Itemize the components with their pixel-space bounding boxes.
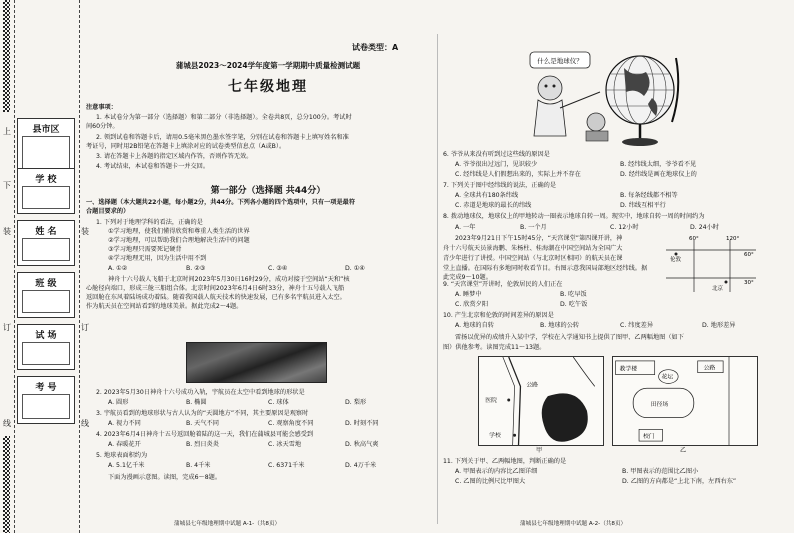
binding-mark: 装 bbox=[3, 227, 11, 236]
option: C. 6371千米 bbox=[268, 462, 305, 469]
note-line: 间60分钟。 bbox=[86, 123, 119, 130]
note-line: 3. 请在答题卡上各题的指定区域内作答，否则作答无效。 bbox=[96, 153, 253, 160]
option: D. 4万千米 bbox=[345, 462, 377, 469]
question-item: ④学习地理无用，因为生活中用不到 bbox=[108, 255, 207, 262]
option: A. ①② bbox=[108, 265, 128, 272]
binding-mark: 订 bbox=[81, 323, 89, 332]
page-footer-left: 蒲城县七年级地理期中试题 A-1-（共8页） bbox=[174, 521, 281, 527]
option: D. 乙图的方向都是“上北下南，左西右东” bbox=[622, 478, 737, 485]
passage-line: 返回舱在东风着陆场成功着陆。随着我国载人航天技术的快速发展，已有多名宇航员进入太空。 bbox=[86, 294, 346, 301]
column-divider bbox=[437, 34, 438, 524]
question-stem: 2. 2023年5月30日神舟十六号成功入轨，宇航员在太空中看到地球的形状是 bbox=[96, 389, 305, 396]
notes-heading: 注意事项： bbox=[86, 104, 117, 111]
registration-pattern-top bbox=[3, 0, 10, 112]
note-line: 4. 考试结束，本试卷和答题卡一并交回。 bbox=[96, 163, 210, 170]
question-stem: 7. 下列关于图中经纬线的说法，正确的是 bbox=[443, 182, 557, 189]
option: C. 赤道是地球的最长的纬线 bbox=[455, 202, 532, 209]
option: B. 一个月 bbox=[520, 224, 547, 231]
passage-line: 2023年9月21日下午15时45分，“天宫课堂”第四课开讲，神 bbox=[455, 235, 623, 242]
note-line: 考证号，同时用2B铅笔在答题卡上填涂对应的试卷类型信息点（A或B）。 bbox=[86, 143, 286, 150]
binding-mark: 线 bbox=[3, 419, 11, 428]
binding-mark: 装 bbox=[81, 227, 89, 236]
question-stem: 10. 产生北京和伦敦的时间差异的原因是 bbox=[443, 312, 554, 319]
map-jia bbox=[478, 356, 604, 446]
option: D. ①④ bbox=[345, 265, 365, 272]
option: B. 烈日炎炎 bbox=[186, 441, 219, 448]
option: D. 地形差异 bbox=[702, 322, 736, 329]
part1-instructions: 一、选择题（本大题共22小题，每小题2分，共44分。下列各小题的四个选项中，只有一项是最符 bbox=[86, 199, 356, 206]
passage-line: 图）供他参考。读图完成11～13题。 bbox=[443, 344, 546, 351]
option: D. 时刻不同 bbox=[345, 420, 379, 427]
exam-title: 蒲城县2023～2024学年度第一学期期中质量检测试题 bbox=[175, 61, 361, 70]
option: C. 纬度差异 bbox=[620, 322, 654, 329]
question-item: ②学习地理，可以帮助我们合理地解决生活中的问题 bbox=[108, 237, 250, 244]
subject-title: 七年级地理 bbox=[228, 79, 308, 95]
part1-heading: 第一部分（选择题 共44分） bbox=[210, 186, 326, 196]
map-label: 公路 bbox=[526, 382, 539, 389]
option: D. 吃午饭 bbox=[560, 301, 588, 308]
field-exam-number[interactable] bbox=[17, 376, 75, 424]
lat-label: 60° bbox=[744, 252, 754, 258]
field-label: 考 号 bbox=[35, 383, 57, 393]
city-label: 北京 bbox=[712, 286, 724, 292]
option: A. 视力不同 bbox=[108, 420, 141, 427]
exam-type-label: 试卷类型：A bbox=[352, 43, 399, 52]
question-item: ③学习地理只需要死记硬背 bbox=[108, 246, 182, 253]
option: B. 地球的公转 bbox=[540, 322, 580, 329]
option: B. 4千米 bbox=[186, 462, 211, 469]
passage-line: 堂上直播。在国际有多地同时收看节目。右图示意我国局部地区经纬线。据此完成9～10题。 bbox=[443, 265, 648, 281]
field-label: 学 校 bbox=[35, 175, 57, 185]
page-footer-right: 蒲城县七年级地理期中试题 A-2-（共8页） bbox=[520, 521, 627, 527]
field-exam-room[interactable] bbox=[17, 324, 75, 370]
question-stem: 11. 下列关于甲、乙两幅地图，判断正确的是 bbox=[443, 458, 567, 465]
passage-line: 青少年进行了讲授。中国空间站（与北京时区相同）的航天员在课 bbox=[443, 255, 623, 262]
question-stem: 3. 宇航员看到的地球形状与古人认为的“天圆地方”不同，其主要原因是观察时 bbox=[96, 410, 309, 417]
field-school[interactable] bbox=[17, 168, 75, 214]
question-stem: 6. 爷爷从来没有听到过这些线的原因是 bbox=[443, 151, 550, 158]
astronaut-photo bbox=[186, 342, 327, 383]
binding-mark: 订 bbox=[3, 323, 11, 332]
option: C. 观察角度不同 bbox=[268, 420, 314, 427]
option: A. 一年 bbox=[455, 224, 476, 231]
question-stem: 4. 2023年6月4日神舟十五号返回舱着陆的这一天，我们在蒲城县可能会感受到 bbox=[96, 431, 314, 438]
option: C. 球体 bbox=[268, 399, 289, 406]
map-label: 校门 bbox=[642, 434, 655, 441]
lat-label: 30° bbox=[744, 280, 754, 286]
passage-line: 下面为漫画示意图。读图，完成6～8题。 bbox=[108, 474, 222, 481]
map-caption: 乙 bbox=[680, 447, 687, 454]
option: B. ②③ bbox=[186, 265, 206, 272]
field-label: 试 场 bbox=[35, 331, 57, 341]
registration-pattern-bottom bbox=[3, 436, 10, 533]
option: D. 24小时 bbox=[690, 224, 719, 231]
option: A. 春暖花开 bbox=[108, 441, 141, 448]
option: A. 地球的自转 bbox=[455, 322, 494, 329]
option: B. 天气不同 bbox=[186, 420, 219, 427]
option: A. 5.1亿千米 bbox=[108, 462, 145, 469]
part1-instructions: 合题目要求的） bbox=[86, 208, 130, 215]
question-item: ①学习地理，使我们懂得欣赏和尊重人类生活的世界 bbox=[108, 228, 250, 235]
option: A. 甲图表示的内容比乙图详细 bbox=[455, 468, 538, 475]
passage-line: 舟十六号航天员景海鹏、朱杨柱、桂海潮在中国空间站为全国广大 bbox=[443, 245, 623, 252]
option: D. 经纬线是画在地球仪上的 bbox=[620, 171, 697, 178]
lon-label: 120° bbox=[726, 236, 740, 242]
option: C. 冰天雪地 bbox=[268, 441, 302, 448]
globe-illustration bbox=[596, 48, 686, 148]
map-label: 公路 bbox=[703, 365, 716, 372]
option: A. 爷爷很出过远门，见识较少 bbox=[455, 161, 538, 168]
field-class[interactable] bbox=[17, 272, 75, 318]
passage-line: 心舱径向端口，形成三舱三船组合体。北京时间2023年6月4日6时33分，神舟十五号载人飞船 bbox=[86, 285, 345, 292]
map-label: 医院 bbox=[485, 397, 497, 404]
binding-mark: 线 bbox=[81, 419, 89, 428]
map-label: 花坛 bbox=[661, 374, 674, 381]
option: C. 欣赏夕阳 bbox=[455, 301, 489, 308]
map-caption: 甲 bbox=[536, 447, 543, 454]
field-label: 县市区 bbox=[32, 125, 60, 135]
binding-strip bbox=[0, 0, 94, 533]
passage-line: 雷扬以优异的成绩升入某中学，学校在入学通知书上提供了图甲、乙两幅地图（如下 bbox=[455, 334, 684, 341]
option: B. 椭圆 bbox=[186, 399, 207, 406]
speech-bubble-text: 什么是地球仪？ bbox=[537, 57, 583, 65]
field-name[interactable] bbox=[17, 220, 75, 266]
option: D. 秋高气爽 bbox=[345, 441, 379, 448]
option: D. 梨形 bbox=[345, 399, 367, 406]
question-stem: 8. 拨动地球仪，地球仪上的甲地转动一圈表示地球自转一周。现实中，地球自转一周的时间约为 bbox=[443, 213, 705, 220]
city-label: 伦敦 bbox=[670, 257, 682, 263]
option: B. 每条经线都不相等 bbox=[620, 192, 678, 199]
option: A. 睡梦中 bbox=[455, 291, 482, 298]
option: A. 圆形 bbox=[108, 399, 129, 406]
option: C. 12小时 bbox=[610, 224, 639, 231]
option: D. 纬线互相平行 bbox=[620, 202, 666, 209]
passage-line: 作为航天员在空间站看到的地球美景。据此完成2～4题。 bbox=[86, 303, 243, 310]
option: B. 吃早饭 bbox=[560, 291, 587, 298]
option: C. 乙图的比例尺比甲图大 bbox=[455, 478, 526, 485]
map-label: 学校 bbox=[489, 433, 501, 440]
passage-line: 神舟十六号载人飞船于北京时间2023年5月30日16时29分，成功对接于空间站“天和”核 bbox=[108, 276, 350, 283]
question-stem: 1. 下列对于地理学科的看法，正确的是 bbox=[96, 219, 203, 226]
note-line: 1. 本试卷分为第一部分（选择题）和第二部分（非选择题）。全卷共8页，总分100分。考试时 bbox=[96, 114, 352, 121]
option: C. 经纬线是人们假想出来的，实际上并不存在 bbox=[455, 171, 581, 178]
lat-lon-map bbox=[656, 234, 760, 296]
map-yi bbox=[612, 356, 758, 446]
binding-mark: 上 bbox=[3, 127, 11, 136]
field-label: 姓 名 bbox=[35, 227, 57, 237]
option: C. ③④ bbox=[268, 265, 288, 272]
option: B. 甲图表示的范围比乙图小 bbox=[622, 468, 699, 475]
map-label: 田径场 bbox=[650, 401, 669, 408]
binding-dash-line bbox=[14, 0, 15, 533]
binding-dash-line bbox=[79, 0, 80, 533]
option: B. 经纬线太细，爷爷看不见 bbox=[620, 161, 697, 168]
field-label: 班 级 bbox=[35, 279, 57, 289]
note-line: 2. 领到试卷和答题卡后，请用0.5毫米黑色墨水签字笔，分别在试卷和答题卡上填写姓名和准 bbox=[96, 134, 349, 141]
question-stem: 5. 地球表面积约为 bbox=[96, 452, 148, 459]
map-label: 教学楼 bbox=[619, 366, 638, 373]
option: A. 全球共有180条纬线 bbox=[455, 192, 519, 199]
question-stem: 9. “天宫课堂”开讲时，伦敦居民的人们正在 bbox=[443, 281, 563, 288]
binding-mark: 下 bbox=[3, 181, 11, 190]
lon-label: 60° bbox=[689, 236, 699, 242]
